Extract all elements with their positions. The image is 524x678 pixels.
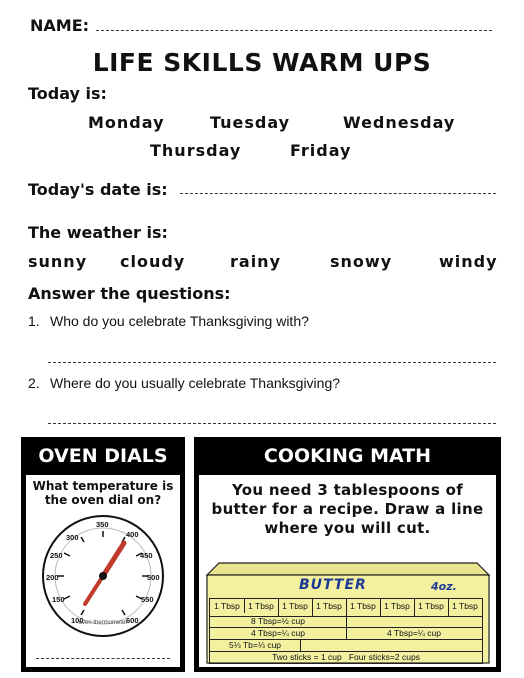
oven-answer-line[interactable] [36,658,170,659]
third-cup-cell: 5⅓ Tb=⅓ cup [210,639,301,651]
day-monday[interactable]: Monday [88,113,165,132]
cooking-math-title: COOKING MATH [263,445,432,467]
dial-label-250: 250 [50,551,63,560]
butter-weight: 4oz. [431,580,457,593]
dial-label-450: 450 [140,551,153,560]
day-thursday[interactable]: Thursday [150,141,242,160]
question-2-number: 2. [28,375,40,391]
dial-label-550: 550 [141,595,154,604]
weather-cloudy[interactable]: cloudy [120,252,186,271]
oven-dials-panel [21,437,185,672]
answer-line-1[interactable] [48,362,496,363]
dial-label-100: 100 [71,616,84,625]
tbsp-cell[interactable]: 1 Tbsp [278,599,313,616]
date-label: Today's date is: [28,180,168,199]
tbsp-cell[interactable]: 1 Tbsp [414,599,449,616]
day-tuesday[interactable]: Tuesday [210,113,291,132]
weather-windy[interactable]: windy [439,252,498,271]
quarter-cup-cell: 4 Tbsp=¼ cup [210,627,347,639]
tbsp-cell[interactable]: 1 Tbsp [244,599,279,616]
weather-snowy[interactable]: snowy [330,252,393,271]
dial-label-150: 150 [52,595,65,604]
today-label: Today is: [28,84,107,103]
weather-sunny[interactable]: sunny [28,252,88,271]
answer-line-2[interactable] [48,423,496,424]
oven-dials-title: OVEN DIALS [38,445,168,467]
day-wednesday[interactable]: Wednesday [343,113,456,132]
tbsp-cell[interactable]: 1 Tbsp [312,599,347,616]
name-field[interactable] [96,30,492,31]
oven-question: What temperature is the oven dial on? [32,479,174,507]
dial-label-350: 350 [96,520,109,529]
half-cup-cell: 8 Tbsp=½ cup [210,615,347,627]
questions-label: Answer the questions: [28,284,231,303]
dial-label-600: 600 [126,616,139,625]
day-friday[interactable]: Friday [290,141,352,160]
sticks-cell: Two sticks = 1 cup Four sticks=2 cups [272,652,420,662]
cooking-math-panel [194,437,501,672]
page-title: LIFE SKILLS WARM UPS [92,48,432,77]
tbsp-cell[interactable]: 1 Tbsp [452,601,478,611]
weather-rainy[interactable]: rainy [230,252,281,271]
question-1-text: Who do you celebrate Thanksgiving with? [50,313,309,329]
butter-label: BUTTER [299,577,367,593]
date-field[interactable] [180,193,496,194]
question-1-number: 1. [28,313,40,329]
dial-caption: oven thermometer [78,620,128,626]
sticks-row [209,651,483,664]
name-label: NAME: [30,16,90,35]
quarter-cup-cell: 4 Tbsp=¼ cup [387,628,441,638]
dial-label-400: 400 [126,530,139,539]
weather-label: The weather is: [28,223,168,242]
tbsp-cell[interactable]: 1 Tbsp [210,599,245,613]
dial-label-200: 200 [46,573,59,582]
tbsp-cell[interactable]: 1 Tbsp [346,599,381,616]
question-2-text: Where do you usually celebrate Thanksgiving? [50,375,341,391]
dial-label-300: 300 [66,533,79,542]
tbsp-cell[interactable]: 1 Tbsp [380,599,415,616]
cooking-prompt: You need 3 tablespoons of butter for a recipe. Draw a line where you will cut. [211,481,484,537]
dial-label-500: 500 [147,573,160,582]
